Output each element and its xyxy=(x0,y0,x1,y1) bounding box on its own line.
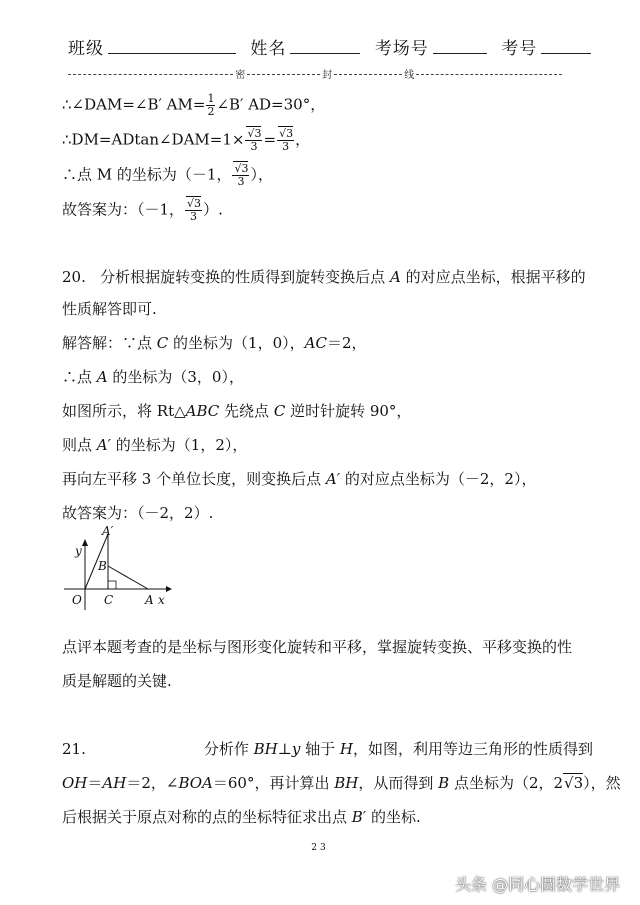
label-o: O xyxy=(72,593,82,607)
prev-line-4: 故答案为：（－1， $\frac{√3}{3}$ ）. xyxy=(62,197,223,223)
watermark: 头条 @同心圆数学世界 xyxy=(455,875,621,894)
label-a: A xyxy=(145,593,154,607)
q20-solution-2: ∴点 A 的坐标为（3，0）， xyxy=(62,368,244,386)
fraction-sqrt3-over-3-d: $\frac{√3}{3}$ xyxy=(187,197,202,223)
q20-analysis-2: 性质解答即可. xyxy=(62,300,157,318)
fraction-one-half: $\frac{1}{2}$ xyxy=(207,92,215,118)
right-angle-mark xyxy=(108,581,116,589)
class-blank xyxy=(108,38,236,54)
q20-solution-5: 再向左平移 3 个单位长度，则变换后点 A′ 的对应点坐标为（－2，2）， xyxy=(62,470,537,488)
q20-solution-1: 解答解：∵点 C 的坐标为（1，0），AC＝2， xyxy=(62,334,367,352)
name-blank xyxy=(290,38,360,54)
number-blank xyxy=(541,38,591,54)
coordinate-figure xyxy=(58,524,178,614)
seal-line xyxy=(68,66,562,81)
exam-header xyxy=(68,34,599,59)
seal-mi: 密 xyxy=(235,70,246,81)
q21-analysis-3: 后根据关于原点对称的点的坐标特征求出点 B′ 的坐标. xyxy=(62,808,421,826)
room-label: 考场号 xyxy=(374,39,429,59)
y-axis-arrow xyxy=(82,539,88,546)
number-label: 考号 xyxy=(501,39,538,59)
q20-comment-2: 质是解题的关键. xyxy=(62,672,172,690)
label-y: y xyxy=(75,544,82,558)
label-c: C xyxy=(104,593,114,607)
x-axis-arrow xyxy=(166,586,172,592)
seal-feng: 封 xyxy=(322,70,333,81)
q20-number: 20. xyxy=(62,268,86,286)
q20-solution-3: 如图所示，将 Rt△ABC 先绕点 C 逆时针旋转 90°， xyxy=(62,402,412,420)
class-label: 班级 xyxy=(68,39,104,59)
q20-comment-1: 点评本题考查的是坐标与图形变化旋转和平移，掌握旋转变换、平移变换的性 xyxy=(62,638,573,656)
fraction-sqrt3-over-3-b: $\frac{√3}{3}$ xyxy=(279,127,294,153)
prev-line-3: ∴点 M 的坐标为（－1， $\frac{√3}{3}$ ）， xyxy=(62,162,273,188)
fraction-sqrt3-over-3-a: $\frac{√3}{3}$ xyxy=(247,127,262,153)
q21-number: 21. xyxy=(62,740,86,758)
segment-b-a xyxy=(108,566,148,589)
prev-line-2: ∴DM=ADtan∠DAM=1× $\frac{√3}{3}$ = $\frac{√3}{3}$ ， xyxy=(62,127,311,153)
room-blank xyxy=(433,38,487,54)
q21-analysis-1: 21. 分析作 BH⊥y 轴于 H，如图，利用等边三角形的性质得到 xyxy=(62,740,593,758)
page-number: 23 xyxy=(311,843,329,853)
q20-solution-4: 则点 A′ 的坐标为（1，2）， xyxy=(62,436,248,454)
seal-xian: 线 xyxy=(404,70,415,81)
label-b: B xyxy=(98,559,107,573)
q21-analysis-2: OH＝AH＝2，∠BOA＝60°，再计算出 BH，从而得到 B 点坐标为（2，2√3），然 xyxy=(62,774,621,792)
prev-line-1: ∴∠DAM=∠B′ AM= $\frac{1}{2}$ ∠B′ AD=30°， xyxy=(62,92,326,118)
name-label: 姓名 xyxy=(250,39,287,59)
q20-analysis-1: 20. 分析根据旋转变换的性质得到旋转变换后点 A 的对应点坐标，根据平移的 xyxy=(62,268,586,286)
fraction-sqrt3-over-3-c: $\frac{√3}{3}$ xyxy=(234,162,249,188)
label-a-prime: A′ xyxy=(102,524,114,538)
label-x: x xyxy=(158,593,165,607)
q20-solution-6: 故答案为：（－2，2）. xyxy=(62,504,214,522)
